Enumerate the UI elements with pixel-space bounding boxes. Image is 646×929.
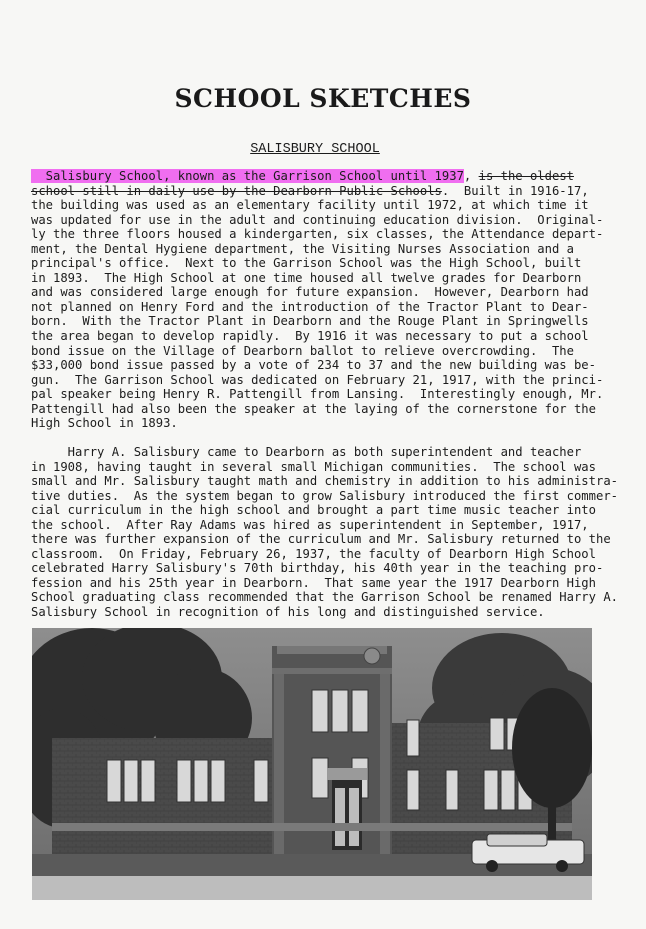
section-title [0,142,630,157]
paragraph-1-line: in 1893. The High School at one time housed all twelve grades for Dearborn [31,270,582,285]
page-title: SCHOOL SKETCHES [174,84,472,113]
school-photograph [32,628,592,900]
paragraph-2-line: there was further expansion of the curriculum and Mr. Salisbury returned to the [31,532,611,547]
building-left-wing [52,738,272,856]
paragraph-1-line: bond issue on the Village of Dearborn ballot to relieve overcrowding. The [31,343,574,358]
paragraph-2-line: cial curriculum in the high school and brought a part time music teacher into [31,503,596,518]
paragraph-1-line: . Built in 1916-17, [441,183,589,198]
paragraph-2-line: celebrated Harry Salisbury's 70th birthday, his 40th year in the teaching pro- [31,561,604,576]
paragraph-1-line: was updated for use in the adult and continuing education division. Original- [31,212,604,227]
paragraph-2-line: the school. After Ray Adams was hired as superintendent in September, 1917, [31,517,589,532]
paragraph-1-line: the area began to develop rapidly. By 1916 it was necessary to put a school [31,329,589,344]
struck-text: school still in daily use by the Dearborn Public Schools [31,183,442,198]
text-after-highlight: , [463,169,479,183]
paragraph-1-line: not planned on Henry Ford and the introduction of the Tractor Plant to Dear- [31,299,589,314]
highlighted-text: Salisbury School, known as the Garrison School until 1937 [31,169,464,183]
struck-text: is the oldest [478,169,574,183]
paragraph-1-line: pal speaker being Henry R. Pattengill from Lansing. Interestingly enough, Mr. [31,387,604,402]
paragraph-2-line: classroom. On Friday, February 26, 1937, the faculty of Dearborn High School [31,546,596,561]
paragraph-1-line: ly the three floors housed a kindergarten, six classes, the Attendance depart- [31,227,604,242]
paragraph-1 [31,169,603,431]
paragraph-1-line: ment, the Dental Hygiene department, the Visiting Nurses Association and a [31,241,574,256]
paragraph-1-line: principal's office. Next to the Garrison School was the High School, built [31,256,582,271]
road [32,876,592,900]
section-title-text: SALISBURY SCHOOL [250,142,380,157]
tower-medallion [364,648,380,664]
school-building-image [32,628,592,900]
paragraph-1-line: gun. The Garrison School was dedicated on February 21, 1917, with the princi- [31,372,604,387]
paragraph-2-line: small and Mr. Salisbury taught math and chemistry in addition to his administra- [31,474,618,489]
paragraph-1-line: Pattengill had also been the speaker at the laying of the cornerstone for the [31,401,596,416]
paragraph-1-line: High School in 1893. [31,416,178,431]
paragraph-1-line: and was considered large enough for future expansion. However, Dearborn had [31,285,589,300]
paragraph-2-line: in 1908, having taught in several small Michigan communities. The school was [31,459,596,474]
paragraph-2 [31,445,618,620]
paragraph-2-line: Salisbury School in recognition of his long and distinguished service. [31,605,545,620]
paragraph-2-line: fession and his 25th year in Dearborn. That same year the 1917 Dearborn High [31,575,596,590]
paragraph-2-line: tive duties. As the system began to grow Salisbury introduced the first commer- [31,488,618,503]
paragraph-1-line: born. With the Tractor Plant in Dearborn and the Rouge Plant in Springwells [31,314,589,329]
paragraph-1-line: $33,000 bond issue passed by a vote of 234 to 37 and the new building was be- [31,358,596,373]
paragraph-2-line: School graduating class recommended that the Garrison School be renamed Harry A. [31,590,618,605]
paragraph-2-line: Harry A. Salisbury came to Dearborn as both superintendent and teacher [31,445,582,459]
paragraph-1-line: the building was used as an elementary facility until 1972, at which time it [31,198,589,213]
